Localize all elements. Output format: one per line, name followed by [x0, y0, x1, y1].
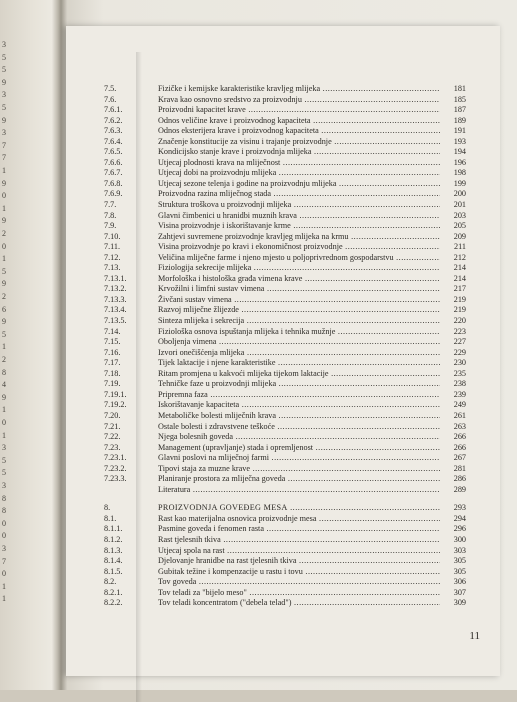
toc-entry [104, 503, 466, 514]
toc-entry-number: 7.7. [104, 200, 117, 210]
toc-entry-number: 7.13.4. [104, 305, 127, 315]
toc-entry [104, 524, 466, 535]
table-of-contents [104, 84, 466, 609]
toc-entry [104, 126, 466, 137]
toc-entry-title: Pripremna faza ..... [158, 390, 440, 401]
toc-entry-page: 294 [453, 513, 466, 523]
toc-entry-title: Odnos veličine krave i proizvodnog kapaciteta ..... [158, 116, 440, 127]
toc-entry [104, 577, 466, 588]
toc-entry [104, 253, 466, 264]
toc-entry [104, 369, 466, 380]
facing-page-digit: 1 [2, 203, 6, 213]
toc-entry-number: 8.1. [104, 513, 117, 523]
facing-page-digit: 9 [2, 178, 6, 188]
toc-entry-title: PROIZVODNJA GOVEĐEG MESA ..... [158, 503, 440, 514]
toc-entry-title: Veličina mliječne farme i njeno mjesto u poljoprivrednom gospodarstvu ..... [158, 253, 440, 264]
toc-entry-title: Gubitak težine i kompenzacije u rastu i tovu ..... [158, 567, 440, 578]
toc-entry-page: 227 [453, 337, 466, 347]
facing-page-digit: 7 [2, 556, 6, 566]
toc-entry-number: 7.6.3. [104, 126, 123, 136]
toc-entry-title: Glavni poslovi na mliječnoj farmi ..... [158, 453, 440, 464]
toc-entry-number: 7.6.1. [104, 105, 123, 115]
toc-entry-page: 267 [453, 453, 466, 463]
toc-entry [104, 137, 466, 148]
toc-entry-page: 199 [453, 178, 466, 188]
facing-page-digit: 0 [2, 531, 6, 541]
toc-entry-number: 8.1.5. [104, 566, 123, 576]
toc-entry-page: 289 [453, 484, 466, 494]
toc-entry-page: 209 [453, 231, 466, 241]
toc-entry [104, 200, 466, 211]
toc-entry [104, 400, 466, 411]
toc-entry-page: 196 [453, 157, 466, 167]
toc-entry-title: Glavni čimbenici u hranidbi muznih krava ..... [158, 211, 440, 222]
toc-entry-title: Utjecaj plodnosti krava na mliječnost ..... [158, 158, 440, 169]
toc-entry [104, 474, 466, 485]
toc-entry-number: 7.13.2. [104, 284, 127, 294]
facing-page-digit: 5 [2, 52, 6, 62]
toc-entry-number: 7.17. [104, 358, 121, 368]
toc-entry-number: 8. [104, 503, 111, 513]
toc-entry-page: 293 [453, 503, 466, 513]
toc-entry-page: 238 [453, 379, 466, 389]
toc-entry [104, 443, 466, 454]
toc-entry [104, 556, 466, 567]
toc-entry [104, 535, 466, 546]
facing-page-digit: 9 [2, 279, 6, 289]
toc-entry-title: Utjecaj dobi na proizvodnju mlijeka ..... [158, 168, 440, 179]
toc-entry [104, 422, 466, 433]
toc-entry-title: Fiziologija sekrecije mlijeka ..... [158, 263, 440, 274]
toc-entry-title: Krvožilni i limfni sustav vimena ..... [158, 284, 440, 295]
toc-entry [104, 411, 466, 422]
toc-entry-page: 307 [453, 587, 466, 597]
toc-entry-title: Izvori onečišćenja mlijeka ..... [158, 348, 440, 359]
toc-entry [104, 189, 466, 200]
facing-page-digit: 3 [2, 128, 6, 138]
toc-entry-number: 7.19.1. [104, 389, 127, 399]
toc-entry [104, 284, 466, 295]
facing-page-digit: 8 [2, 493, 6, 503]
toc-entry-number: 7.12. [104, 252, 121, 262]
toc-entry [104, 95, 466, 106]
toc-entry-title: Zahtjevi suvremene proizvodnje kravljeg mlijeka na krmu ..... [158, 232, 440, 243]
toc-entry-title: Tehničke faze u proizvodnji mlijeka ..... [158, 379, 440, 390]
toc-entry-number: 7.16. [104, 347, 121, 357]
toc-entry [104, 598, 466, 609]
toc-entry-number: 7.23. [104, 442, 121, 452]
toc-entry-title: Kondicijsko stanje krave i proizvodnja mlijeka ..... [158, 147, 440, 158]
toc-entry-page: 281 [453, 463, 466, 473]
toc-entry-page: 193 [453, 136, 466, 146]
toc-entry-title: Utjecaj spola na rast ..... [158, 546, 440, 557]
toc-entry-page: 266 [453, 432, 466, 442]
toc-entry-number: 7.23.1. [104, 453, 127, 463]
toc-entry-page: 217 [453, 284, 466, 294]
toc-entry-page: 189 [453, 115, 466, 125]
facing-page-digit: 1 [2, 342, 6, 352]
facing-page-digit: 1 [2, 594, 6, 604]
toc-entry-number: 7.21. [104, 421, 121, 431]
facing-page-digit: 1 [2, 166, 6, 175]
toc-entry-page: 214 [453, 263, 466, 273]
facing-page-digit: 2 [2, 355, 6, 364]
toc-entry-page: 211 [454, 242, 466, 252]
toc-entry [104, 211, 466, 222]
toc-entry-page: 212 [453, 252, 466, 262]
toc-entry-number: 7.6.6. [104, 157, 123, 167]
toc-entry [104, 453, 466, 464]
toc-entry-page: 296 [453, 524, 466, 534]
toc-entry-page: 191 [453, 126, 466, 136]
facing-page-digit: 7 [2, 140, 6, 150]
toc-entry-number: 7.6.4. [104, 136, 123, 146]
toc-entry [104, 263, 466, 274]
facing-page-digit: 0 [2, 191, 6, 201]
toc-entry-title: Iskorištavanje kapaciteta ..... [158, 400, 440, 411]
toc-entry-number: 8.2. [104, 577, 117, 587]
facing-page-digit: 3 [2, 443, 6, 453]
toc-entry-number: 8.2.2. [104, 598, 123, 608]
toc-entry [104, 316, 466, 327]
toc-entry-page: 235 [453, 368, 466, 378]
facing-page-digit: 0 [2, 518, 6, 528]
toc-entry-page: 181 [453, 84, 466, 93]
toc-entry [104, 105, 466, 116]
toc-entry-page: 305 [453, 566, 466, 576]
toc-entry [104, 485, 466, 496]
toc-entry [104, 221, 466, 232]
toc-entry-number: 7.10. [104, 231, 121, 241]
toc-entry-page: 249 [453, 400, 466, 410]
toc-entry-page: 263 [453, 421, 466, 431]
toc-entry-title: Sinteza mlijeka i sekrecija ..... [158, 316, 440, 327]
facing-page-digit: 1 [2, 430, 6, 440]
toc-entry [104, 274, 466, 285]
facing-page-digit: 9 [2, 392, 6, 402]
toc-entry-number: 8.1.4. [104, 556, 123, 566]
toc-entry [104, 179, 466, 190]
facing-page-digit: 7 [2, 153, 6, 163]
toc-entry-page: 223 [453, 326, 466, 336]
facing-page-digit: 5 [2, 65, 6, 75]
toc-entry-page: 305 [453, 556, 466, 566]
toc-entry-number: 7.19. [104, 379, 121, 389]
facing-page-digit: 5 [2, 455, 6, 465]
facing-page-digit: 9 [2, 317, 6, 327]
toc-entry-page: 220 [453, 316, 466, 326]
facing-page-digit: 3 [2, 40, 6, 49]
toc-entry [104, 232, 466, 243]
toc-entry-page: 201 [453, 200, 466, 210]
toc-entry [104, 514, 466, 525]
toc-entry [104, 546, 466, 557]
toc-entry-number: 7.19.2. [104, 400, 127, 410]
toc-entry-number: 7.13.5. [104, 316, 127, 326]
toc-entry [104, 348, 466, 359]
toc-entry-number: 7.8. [104, 210, 117, 220]
toc-entry-title: Odnos eksterijera krave i proizvodnog kapaciteta ..... [158, 126, 440, 137]
toc-entry-number: 7.6. [104, 94, 117, 104]
toc-entry-page: 194 [453, 147, 466, 157]
toc-entry-title: Literatura ..... [158, 485, 440, 496]
toc-entry [104, 358, 466, 369]
toc-entry-title: Management (upravljanje) stada i opremljenost ..... [158, 443, 440, 454]
toc-entry-title: Proizvodna razina mliječnog stada ..... [158, 189, 440, 200]
toc-entry [104, 588, 466, 599]
toc-entry-title: Tipovi staja za muzne krave ..... [158, 464, 440, 475]
toc-entry-title: Krava kao osnovno sredstvo za proizvodnju ..... [158, 95, 440, 106]
toc-entry-title: Ostale bolesti i zdravstvene teškoće ..... [158, 422, 440, 433]
toc-entry-page: 200 [453, 189, 466, 199]
toc-entry-title: Tov goveda ..... [158, 577, 440, 588]
toc-entry-number: 7.6.7. [104, 168, 123, 178]
facing-page-digit: 0 [2, 241, 6, 251]
toc-entry-title: Metaboličke bolesti mliječnih krava ..... [158, 411, 440, 422]
facing-page-digit: 1 [2, 254, 6, 264]
toc-entry-number: 7.6.5. [104, 147, 123, 157]
facing-page-digit: 2 [2, 229, 6, 238]
toc-entry-title: Tov teladi za "bijelo meso" ..... [158, 588, 440, 599]
toc-entry [104, 337, 466, 348]
toc-entry-number: 7.13.3. [104, 294, 127, 304]
toc-entry [104, 379, 466, 390]
toc-entry-title: Rast tjelesnih tkiva ..... [158, 535, 440, 546]
toc-entry-page: 230 [453, 358, 466, 368]
toc-entry-page: 286 [453, 474, 466, 484]
toc-entry-title: Tov teladi koncentratom ("debela telad") ..... [158, 598, 440, 609]
toc-entry-title: Visina proizvodnje i iskorištavanje krme ..... [158, 221, 440, 232]
toc-entry [104, 158, 466, 169]
toc-entry-title: Njega bolesnih goveda ..... [158, 432, 440, 443]
toc-entry-title: Fiziološka osnova ispuštanja mlijeka i tehnika mužnje ..... [158, 327, 440, 338]
toc-entry [104, 390, 466, 401]
toc-entry-page: 266 [453, 442, 466, 452]
toc-entry [104, 116, 466, 127]
facing-page-digit: 0 [2, 418, 6, 427]
toc-entry-page: 239 [453, 389, 466, 399]
toc-entry-page: 214 [453, 273, 466, 283]
toc-entry-number: 7.11. [104, 242, 121, 252]
facing-page-digit: 5 [2, 103, 6, 112]
toc-entry [104, 305, 466, 316]
toc-entry-page: 219 [453, 305, 466, 315]
facing-page-digit: 6 [2, 304, 6, 314]
page-number: 11 [469, 630, 480, 642]
toc-entry-number: 7.22. [104, 432, 121, 442]
facing-page-digit: 5 [2, 266, 6, 276]
toc-entry-number: 7.18. [104, 368, 121, 378]
toc-entry-number: 8.1.1. [104, 524, 123, 534]
toc-entry-number: 7.6.8. [104, 178, 123, 188]
toc-entry [104, 295, 466, 306]
facing-page-digit: 2 [2, 292, 6, 301]
toc-entry-title: Planiranje prostora za mliječna goveda ..... [158, 474, 440, 485]
toc-entry-number: 7.23.2. [104, 463, 127, 473]
facing-page-digit: 5 [2, 329, 6, 339]
toc-entry-number: 7.13.1. [104, 273, 127, 283]
toc-entry-title: Proizvodni kapacitet krave ..... [158, 105, 440, 116]
toc-entry-title: Utjecaj sezone telenja i godine na proizvodnju mlijeka ..... [158, 179, 440, 190]
toc-entry-title: Rast kao materijalna osnovica proizvodnje mesa ..... [158, 514, 440, 525]
toc-entry-page: 300 [453, 534, 466, 544]
facing-page-digit: 1 [2, 581, 6, 591]
toc-entry-number: 7.9. [104, 221, 117, 231]
toc-entry-page: 306 [453, 577, 466, 587]
toc-entry-title: Oboljenja vimena ..... [158, 337, 440, 348]
toc-entry-title: Ritam promjena u kakvoći mlijeka tijekom laktacije ..... [158, 369, 440, 380]
facing-page-digit: 0 [2, 569, 6, 579]
facing-page-digit: 3 [2, 544, 6, 553]
toc-entry-title: Morfološka i histološka građa vimena krave ..... [158, 274, 440, 285]
toc-entry-number: 7.14. [104, 326, 121, 336]
toc-entry-page: 198 [453, 168, 466, 178]
toc-entry-number: 8.1.3. [104, 545, 123, 555]
toc-entry-page: 187 [453, 105, 466, 115]
toc-entry-number: 7.15. [104, 337, 121, 347]
facing-page-digit: 8 [2, 506, 6, 516]
toc-entry-number: 7.13. [104, 263, 121, 273]
toc-entry-number: 7.20. [104, 410, 121, 420]
facing-page-digit: 9 [2, 115, 6, 125]
toc-entry [104, 567, 466, 578]
toc-entry-number: 8.2.1. [104, 587, 123, 597]
facing-page-digit: 4 [2, 380, 6, 390]
toc-entry-number: 7.5. [104, 84, 117, 93]
toc-entry-title: Visina proizvodnje po kravi i ekonomičnost proizvodnje ..... [158, 242, 440, 253]
toc-entry-title: Razvoj mliječne žlijezde ..... [158, 305, 440, 316]
facing-page-digit: 1 [2, 405, 6, 415]
left-page-margin [0, 40, 40, 660]
toc-entry-number: 7.6.2. [104, 115, 123, 125]
toc-entry-page: 229 [453, 347, 466, 357]
toc-entry-page: 203 [453, 210, 466, 220]
toc-entry-title: Pasmine goveda i fenomen rasta ..... [158, 524, 440, 535]
toc-entry [104, 464, 466, 475]
section-gap [104, 495, 466, 503]
toc-entry [104, 168, 466, 179]
toc-entry [104, 147, 466, 158]
toc-entry-page: 205 [453, 221, 466, 231]
toc-entry-title: Tijek laktacije i njene karakteristike ..... [158, 358, 440, 369]
toc-entry-title: Fizičke i kemijske karakteristike kravljeg mlijeka ..... [158, 84, 440, 95]
right-page [66, 26, 500, 676]
toc-entry-number: 7.6.9. [104, 189, 123, 199]
toc-entry-title: Djelovanje hranidbe na rast tjelesnih tkiva ..... [158, 556, 440, 567]
toc-entry [104, 84, 466, 95]
toc-entry-title: Živčani sustav vimena ..... [158, 295, 440, 306]
toc-entry [104, 432, 466, 443]
toc-entry-page: 303 [453, 545, 466, 555]
toc-entry [104, 242, 466, 253]
toc-entry-page: 309 [453, 598, 466, 608]
toc-entry [104, 327, 466, 338]
toc-entry-page: 219 [453, 294, 466, 304]
toc-entry-title: Značenje konstitucije za visinu i trajanje proizvodnje ..... [158, 137, 440, 148]
toc-entry-number: 8.1.2. [104, 534, 123, 544]
toc-entry-page: 185 [453, 94, 466, 104]
toc-entry-number: 7.23.3. [104, 474, 127, 484]
facing-page-digit: 5 [2, 468, 6, 478]
facing-page-digit: 8 [2, 367, 6, 377]
facing-page-digit: 9 [2, 216, 6, 226]
facing-page-digit: 3 [2, 481, 6, 490]
toc-entry-page: 261 [453, 410, 466, 420]
facing-page-digit: 9 [2, 77, 6, 87]
toc-entry-title: Struktura troškova u proizvodnji mlijeka ..... [158, 200, 440, 211]
facing-page-digit: 3 [2, 90, 6, 100]
